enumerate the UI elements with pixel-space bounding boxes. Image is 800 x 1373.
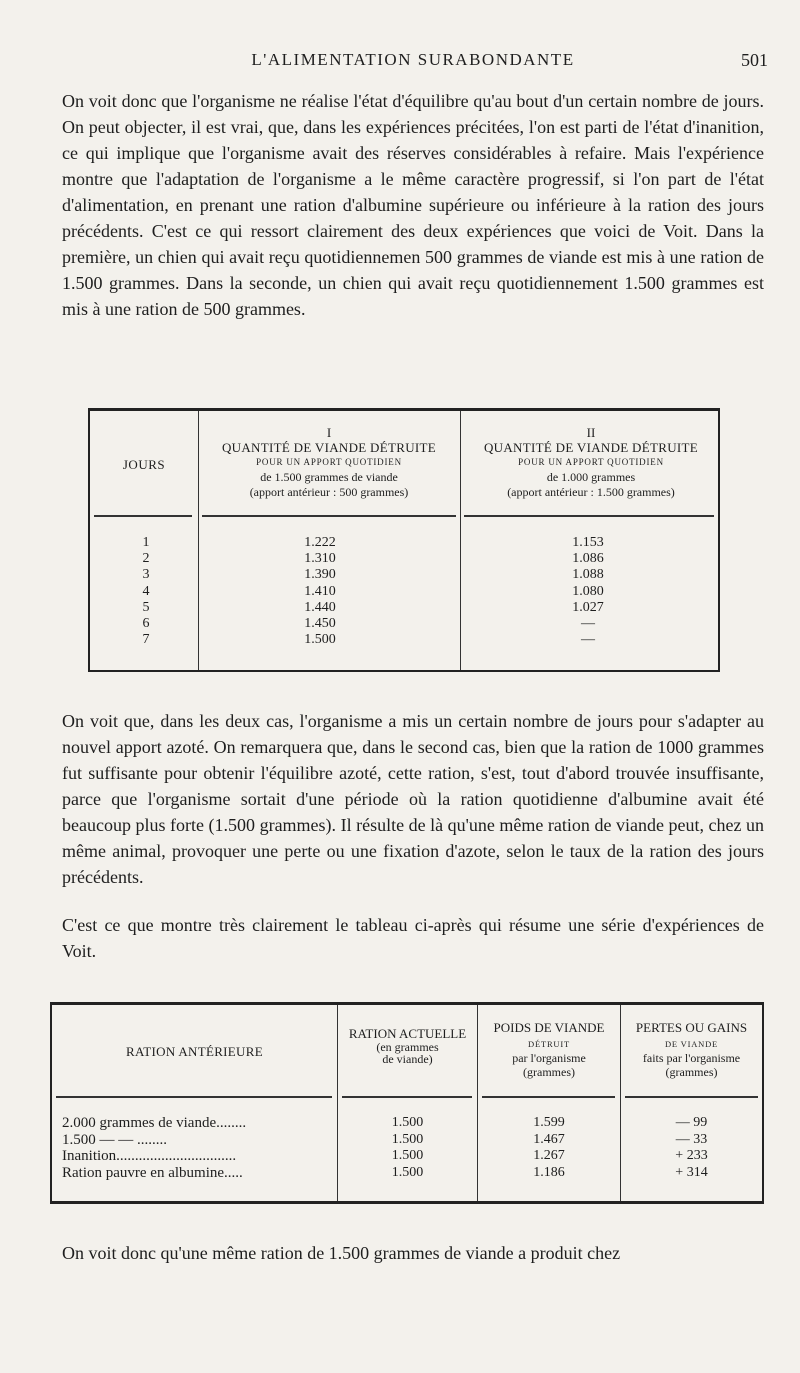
table-row-label: 1.500 — — ........ (62, 1131, 167, 1148)
pertes-column (621, 1115, 762, 1181)
header-jours: JOURS (122, 457, 166, 472)
header-col-2: II QUANTITÉ DE VIANDE DÉTRUITE POUR UN APPORT QUOTIDIEN de 1.000 grammes (apport antérieur : 1.500 grammes) (483, 425, 698, 499)
paragraph-2: On voit que, dans les deux cas, l'organisme a mis un certain nombre de jours pour s'adapter au nouvel apport azoté. On remarquera que, dans le second cas, bien que la ration de 1000 grammes fut suffisante pour obtenir l'équilibre azoté, cette ration, s'est, tout d'abord trouvée insuffisante, parce que l'organisme sortait d'une période où la ration quotidienne d'albumine avait été beaucoup plus forte (1.500 grammes). Il résulte de là qu'une même ration de viande peut, chez un même animal, provoquer une perte ou une fixation d'azote, selon le taux de la ration des jours précédents. (62, 711, 764, 887)
table-cell: 1.500 (391, 1131, 424, 1147)
table-cell: 1.440 (304, 599, 336, 615)
table-cell: 1 (142, 535, 150, 550)
ration-column (338, 1115, 477, 1181)
table-cell: 1.088 (572, 567, 604, 583)
table-cell: 1.390 (304, 567, 336, 583)
table-cell: 1.153 (572, 535, 604, 550)
paragraph-3: C'est ce que montre très clairement le tableau ci-après qui résume une série d'expériences de Voit. (62, 915, 764, 961)
paragraph-1: On voit donc que l'organisme ne réalise l'état d'équilibre qu'au bout d'un certain nombre de jours. On peut objecter, il est vrai, que, dans les expériences précitées, l'on est parti de l'état d'inanition, ce qui implique que l'organisme avait des réserves considérables à refaire. Mais l'expérience montre que l'adaptation de l'organisme a le même caractère progressif, si l'on part de l'état d'alimentation, en prenant une ration d'albumine supérieure ou inférieure à la ration des jours précédents. C'est ce qui ressort clairement des deux expériences que voici de Voit. Dans la première, un chien qui avait reçu quotidiennemen 500 grammes de viande est mis à une ration de 1.500 grammes. Dans la seconde, un chien qui avait reçu quotidiennement 1.500 grammes est mis à une ration de 500 grammes. (62, 91, 764, 319)
header-ration-anterieure: RATION ANTÉRIEURE (126, 1044, 263, 1059)
series-2-column (538, 535, 638, 648)
table-cell: — 33 (675, 1131, 708, 1147)
running-header (58, 50, 768, 74)
table-cell: 7 (142, 632, 150, 648)
days-column (120, 535, 172, 648)
table-cell: + 314 (675, 1164, 708, 1180)
table-cell: 3 (142, 567, 150, 583)
table-cell: 4 (142, 583, 150, 599)
table-cell: 1.080 (572, 583, 604, 599)
table-cell: 1.086 (572, 551, 604, 567)
running-title: L'ALIMENTATION SURABONDANTE (251, 50, 575, 69)
header-ration-actuelle: RATION ACTUELLE (en grammes de viande) (348, 1026, 467, 1066)
table-cell: 1.500 (304, 632, 336, 648)
series-1-column (270, 535, 370, 648)
table-cell: 6 (142, 616, 150, 632)
table-cell: 1.027 (572, 599, 604, 615)
table-row-label: 2.000 grammes de viande........ (62, 1115, 247, 1131)
table-ration-comparison (50, 1002, 764, 1204)
table-cell: 2 (142, 551, 150, 567)
table-cell: 1.467 (533, 1131, 565, 1147)
table-meat-destroyed (88, 408, 720, 672)
row-labels (62, 1115, 334, 1181)
table-row-label: Ration pauvre en albumine..... (62, 1164, 243, 1181)
table-cell: 5 (142, 599, 150, 615)
table-cell: 1.222 (304, 535, 336, 550)
table-cell: — 99 (675, 1115, 708, 1130)
poids-column (478, 1115, 620, 1181)
table-cell: — (581, 616, 595, 632)
table-row-label: Inanition................................ (62, 1148, 237, 1164)
table-cell: + 233 (675, 1148, 708, 1163)
table-cell: 1.186 (533, 1164, 565, 1180)
header-pertes-gains: PERTES OU GAINS DE VIANDE faits par l'organisme (grammes) (635, 1020, 748, 1079)
table-cell: 1.599 (533, 1115, 565, 1130)
table-cell: 1.450 (304, 616, 336, 632)
table-cell: 1.310 (304, 551, 336, 567)
table-cell: — (581, 632, 595, 648)
header-poids-viande: POIDS DE VIANDE DÉTRUIT par l'organisme (grammes) (493, 1020, 605, 1079)
table-cell: 1.500 (391, 1164, 424, 1180)
page-number: 501 (741, 50, 768, 70)
table-cell: 1.500 (391, 1148, 424, 1163)
paragraph-4: On voit donc qu'une même ration de 1.500 grammes de viande a produit chez (62, 1243, 621, 1263)
table-cell: 1.500 (391, 1115, 424, 1130)
table-cell: 1.410 (304, 583, 336, 599)
table-cell: 1.267 (533, 1148, 565, 1163)
header-col-1: I QUANTITÉ DE VIANDE DÉTRUITE POUR UN APPORT QUOTIDIEN de 1.500 grammes de viande (apport antérieur : 500 grammes) (221, 425, 436, 499)
